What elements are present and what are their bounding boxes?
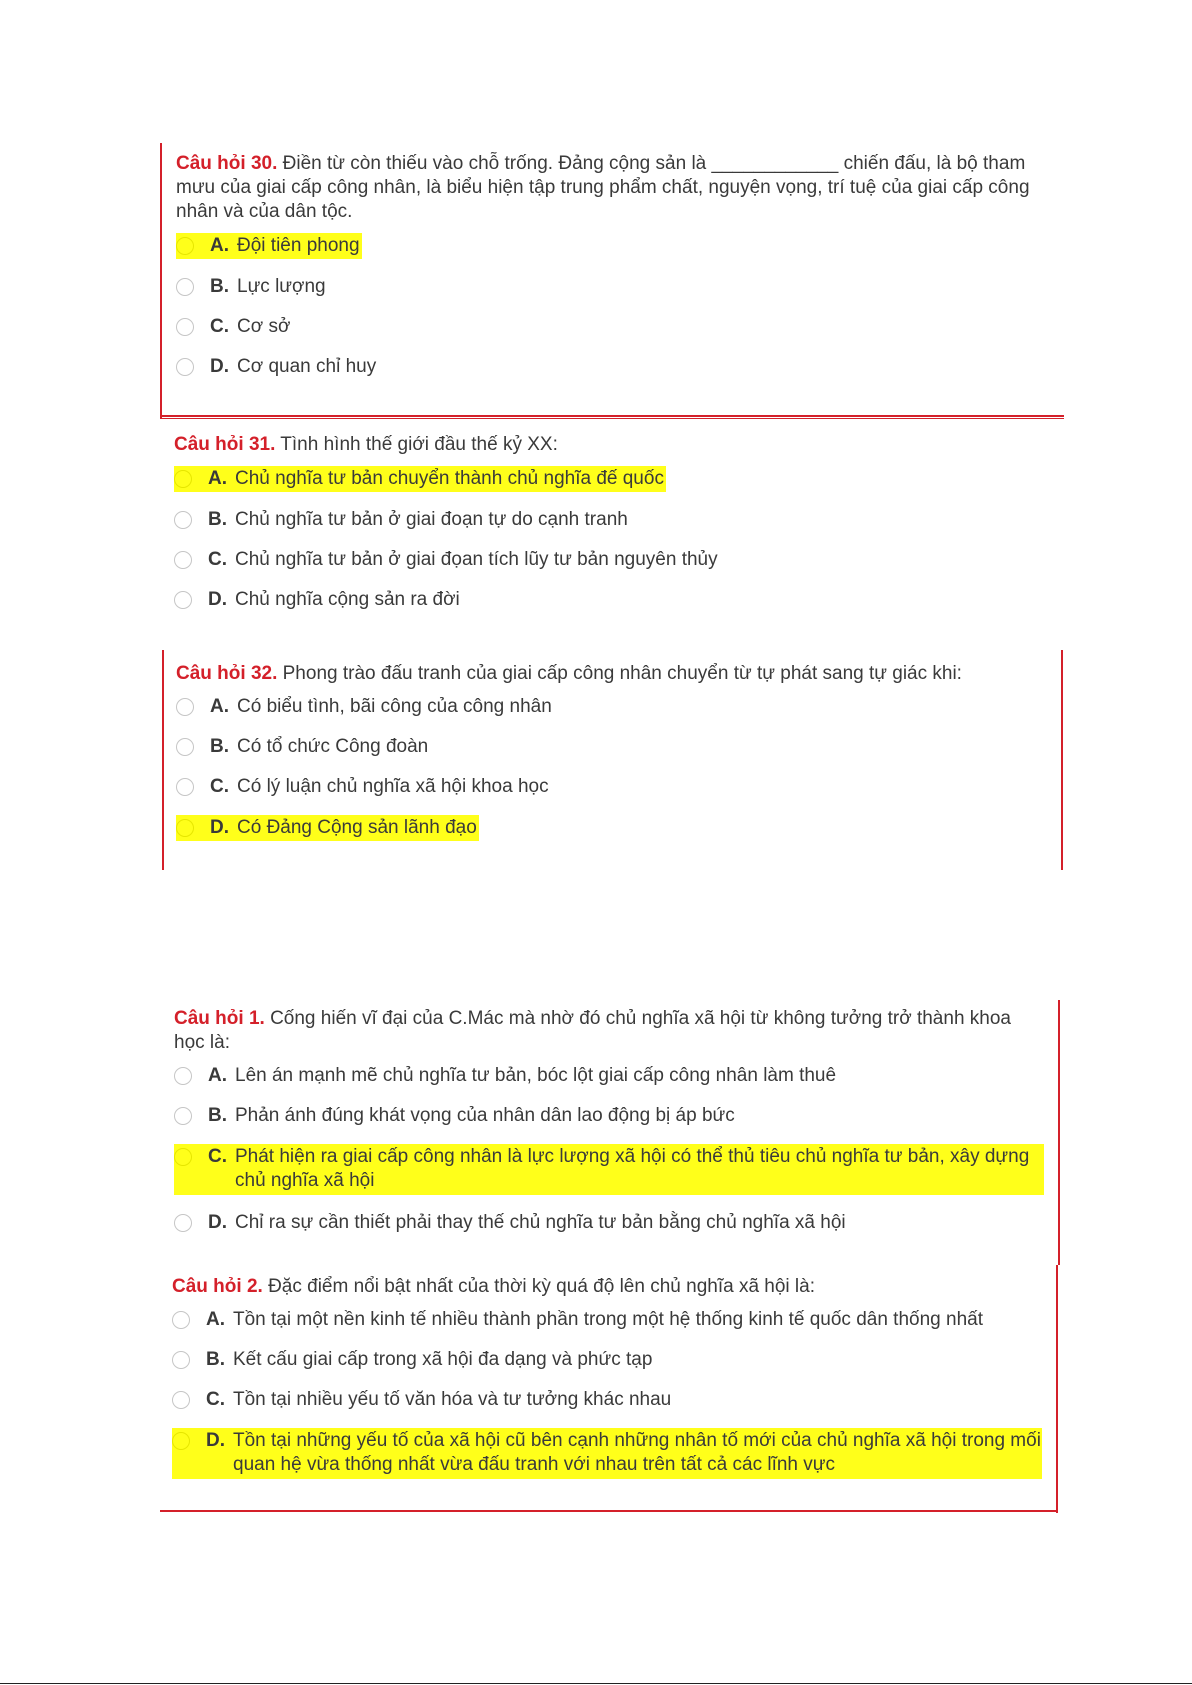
radio-icon[interactable] [174, 1067, 192, 1085]
question-label: Câu hỏi 31. [174, 434, 276, 455]
option-c[interactable]: C. Có lý luận chủ nghĩa xã hội khoa học [176, 775, 1056, 799]
radio-icon[interactable] [176, 278, 194, 296]
radio-icon[interactable] [172, 1351, 190, 1369]
question-label: Câu hỏi 30. [176, 153, 278, 174]
option-b[interactable]: B. Có tổ chức Công đoàn [176, 735, 1056, 759]
question-1 [174, 1007, 1054, 1251]
question-text: Câu hỏi 1. Cống hiến vĩ đại của C.Mác mà nhờ đó chủ nghĩa xã hội từ không tưởng trở thành khoa học là: [174, 1008, 1011, 1053]
q1-right-border [1058, 1000, 1060, 1265]
q30-bottom-border-2 [160, 418, 1064, 419]
option-d[interactable]: D. Chủ nghĩa cộng sản ra đời [174, 588, 1054, 612]
radio-icon[interactable] [174, 591, 192, 609]
option-c[interactable]: C. Cơ sở [176, 315, 1056, 339]
q32-right-border [1061, 650, 1063, 870]
option-d[interactable]: D. Có Đảng Cộng sản lãnh đạo [176, 815, 1056, 841]
question-label: Câu hỏi 2. [172, 1276, 263, 1297]
radio-icon[interactable] [174, 1107, 192, 1125]
radio-icon[interactable] [176, 318, 194, 336]
radio-icon[interactable] [176, 778, 194, 796]
radio-icon[interactable] [174, 551, 192, 569]
question-text: Câu hỏi 31. Tình hình thế giới đầu thế kỷ XX: [174, 434, 558, 455]
question-label: Câu hỏi 32. [176, 663, 278, 684]
radio-icon[interactable] [172, 1432, 190, 1450]
question-label: Câu hỏi 1. [174, 1008, 265, 1029]
radio-icon[interactable] [172, 1391, 190, 1409]
option-d[interactable]: D. Chỉ ra sự cần thiết phải thay thế chủ nghĩa tư bản bằng chủ nghĩa xã hội [174, 1211, 1054, 1235]
radio-icon[interactable] [174, 1214, 192, 1232]
q30-bottom-border [160, 415, 1064, 417]
option-b[interactable]: B. Phản ánh đúng khát vọng của nhân dân lao động bị áp bức [174, 1104, 1054, 1128]
question-30 [176, 152, 1056, 395]
option-b[interactable]: B. Chủ nghĩa tư bản ở giai đoạn tự do cạnh tranh [174, 508, 1054, 532]
question-text: Câu hỏi 30. Điền từ còn thiếu vào chỗ trống. Đảng cộng sản là ____________ chiến đấu, là bộ tham mưu của giai cấp công nhân, là biểu hiện tập trung phẩm chất, nguyện vọng, trí tuệ của giai cấp công nhân và của dân tộc. [176, 153, 1030, 222]
option-a[interactable]: A. Có biểu tình, bãi công của công nhân [176, 695, 1056, 719]
option-d[interactable]: D. Tồn tại những yếu tố của xã hội cũ bên cạnh những nhân tố mới của chủ nghĩa xã hội trong mối quan hệ vừa thống nhất vừa đấu tranh với nhau trên tất cả các lĩnh vực [172, 1428, 1042, 1479]
option-a[interactable]: A. Lên án mạnh mẽ chủ nghĩa tư bản, bóc lột giai cấp công nhân làm thuê [174, 1064, 1054, 1088]
radio-icon[interactable] [174, 1148, 192, 1166]
option-c[interactable]: C. Tồn tại nhiều yếu tố văn hóa và tư tưởng khác nhau [172, 1388, 1052, 1412]
q30-left-border [160, 143, 162, 418]
option-a[interactable]: A. Chủ nghĩa tư bản chuyển thành chủ nghĩa đế quốc [174, 466, 1054, 492]
radio-icon[interactable] [174, 511, 192, 529]
option-a[interactable]: A. Đội tiên phong [176, 233, 1056, 259]
option-a[interactable]: A. Tồn tại một nền kinh tế nhiều thành phần trong một hệ thống kinh tế quốc dân thống nhất [172, 1308, 1052, 1332]
option-c[interactable]: C. Chủ nghĩa tư bản ở giai đọan tích lũy tư bản nguyên thủy [174, 548, 1054, 572]
page-bottom-rule [0, 1683, 1192, 1684]
option-d[interactable]: D. Cơ quan chỉ huy [176, 355, 1056, 379]
option-b[interactable]: B. Lực lượng [176, 275, 1056, 299]
q2-right-border [1056, 1265, 1058, 1513]
option-c[interactable]: C. Phát hiện ra giai cấp công nhân là lực lượng xã hội có thể thủ tiêu chủ nghĩa tư bản, xây dựng chủ nghĩa xã hội [174, 1144, 1044, 1195]
question-2 [172, 1275, 1052, 1495]
question-text: Câu hỏi 2. Đặc điểm nổi bật nhất của thời kỳ quá độ lên chủ nghĩa xã hội là: [172, 1276, 815, 1297]
question-32 [176, 662, 1056, 857]
question-31 [174, 433, 1054, 628]
radio-icon[interactable] [176, 819, 194, 837]
q2-bottom-border [160, 1510, 1058, 1512]
q32-left-border [162, 650, 164, 870]
radio-icon[interactable] [174, 470, 192, 488]
radio-icon[interactable] [172, 1311, 190, 1329]
radio-icon[interactable] [176, 237, 194, 255]
radio-icon[interactable] [176, 698, 194, 716]
question-text: Câu hỏi 32. Phong trào đấu tranh của giai cấp công nhân chuyển từ tự phát sang tự giác khi: [176, 663, 962, 684]
radio-icon[interactable] [176, 738, 194, 756]
radio-icon[interactable] [176, 358, 194, 376]
option-b[interactable]: B. Kết cấu giai cấp trong xã hội đa dạng và phức tạp [172, 1348, 1052, 1372]
